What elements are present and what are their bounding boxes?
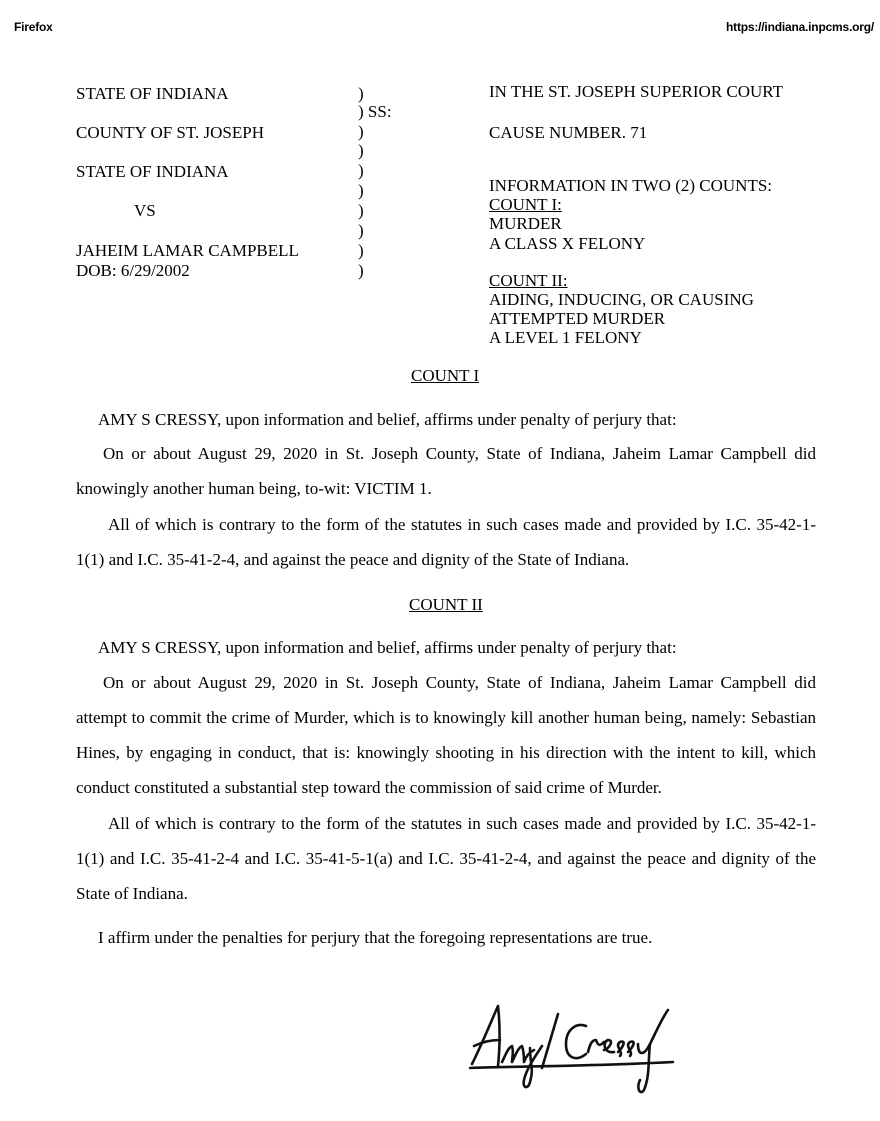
caption-count2-level: A LEVEL 1 FELONY <box>489 328 642 347</box>
browser-url[interactable]: https://indiana.inpcms.org/ <box>726 20 874 34</box>
caption-count1-offense: MURDER <box>489 214 562 233</box>
browser-app-name: Firefox <box>14 20 53 34</box>
caption-ss: ) SS: <box>358 102 392 121</box>
caption-count1-class: A CLASS X FELONY <box>489 234 646 253</box>
signature <box>468 996 688 1101</box>
count1-heading: COUNT I <box>411 366 480 385</box>
caption-vs: VS <box>134 201 156 220</box>
caption-dob: DOB: 6/29/2002 <box>76 261 190 280</box>
count2-heading: COUNT II <box>409 595 483 614</box>
count1-allegation: On or about August 29, 2020 in St. Joseph County, State of Indiana, Jaheim Lamar Campbell did knowingly another human being, to-wit: VICTIM 1. <box>76 444 816 498</box>
caption-count1-label: COUNT I: <box>489 195 562 214</box>
caption-defendant: JAHEIM LAMAR CAMPBELL <box>76 241 299 260</box>
caption-paren: ) <box>358 84 364 103</box>
caption-paren: ) <box>358 161 364 180</box>
caption-count2-offense-line2: ATTEMPTED MURDER <box>489 309 666 328</box>
caption-state-plaintiff: STATE OF INDIANA <box>76 162 229 181</box>
caption-paren: ) <box>358 141 364 160</box>
caption-info-title: INFORMATION IN TWO (2) COUNTS: <box>489 176 773 195</box>
caption-paren: ) <box>358 181 364 200</box>
count1-statute: All of which is contrary to the form of the statutes in such cases made and provided by I.C. 35-42-1-1(1) and I.C. 35-41-2-4, and against the peace and dignity of the State of Indiana. <box>76 515 816 569</box>
caption-paren: ) <box>358 241 364 260</box>
caption-court: IN THE ST. JOSEPH SUPERIOR COURT <box>489 82 783 101</box>
count1-affiant: AMY S CRESSY, upon information and belief, affirms under penalty of perjury that: <box>98 410 677 429</box>
affirmation-statement: I affirm under the penalties for perjury that the foregoing representations are true. <box>98 928 653 947</box>
caption-state: STATE OF INDIANA <box>76 84 229 103</box>
count2-statute: All of which is contrary to the form of the statutes in such cases made and provided by I.C. 35-42-1-1(1) and I.C. 35-41-2-4 and I.C. 35-41-5-1(a) and I.C. 35-41-2-4, and against the peace and dignity of the State of Indiana. <box>76 814 816 903</box>
caption-paren: ) <box>358 261 364 280</box>
caption-cause-number: CAUSE NUMBER. 71 <box>489 123 648 142</box>
count2-allegation: On or about August 29, 2020 in St. Joseph County, State of Indiana, Jaheim Lamar Campbell did attempt to commit the crime of Murder, which is to knowingly kill another human being, namely: Sebastian Hines, by engaging in conduct, that is: knowingly shooting in his direction with the intent to kill, which conduct constituted a substantial step toward the commission of said crime of Murder. <box>76 673 816 797</box>
caption-paren: ) <box>358 221 364 240</box>
count2-affiant: AMY S CRESSY, upon information and belief, affirms under penalty of perjury that: <box>98 638 677 657</box>
caption-county: COUNTY OF ST. JOSEPH <box>76 123 264 142</box>
caption-count2-offense-line1: AIDING, INDUCING, OR CAUSING <box>489 290 754 309</box>
caption-paren: ) <box>358 122 364 141</box>
caption-count2-label: COUNT II: <box>489 271 568 290</box>
caption-paren: ) <box>358 201 364 220</box>
